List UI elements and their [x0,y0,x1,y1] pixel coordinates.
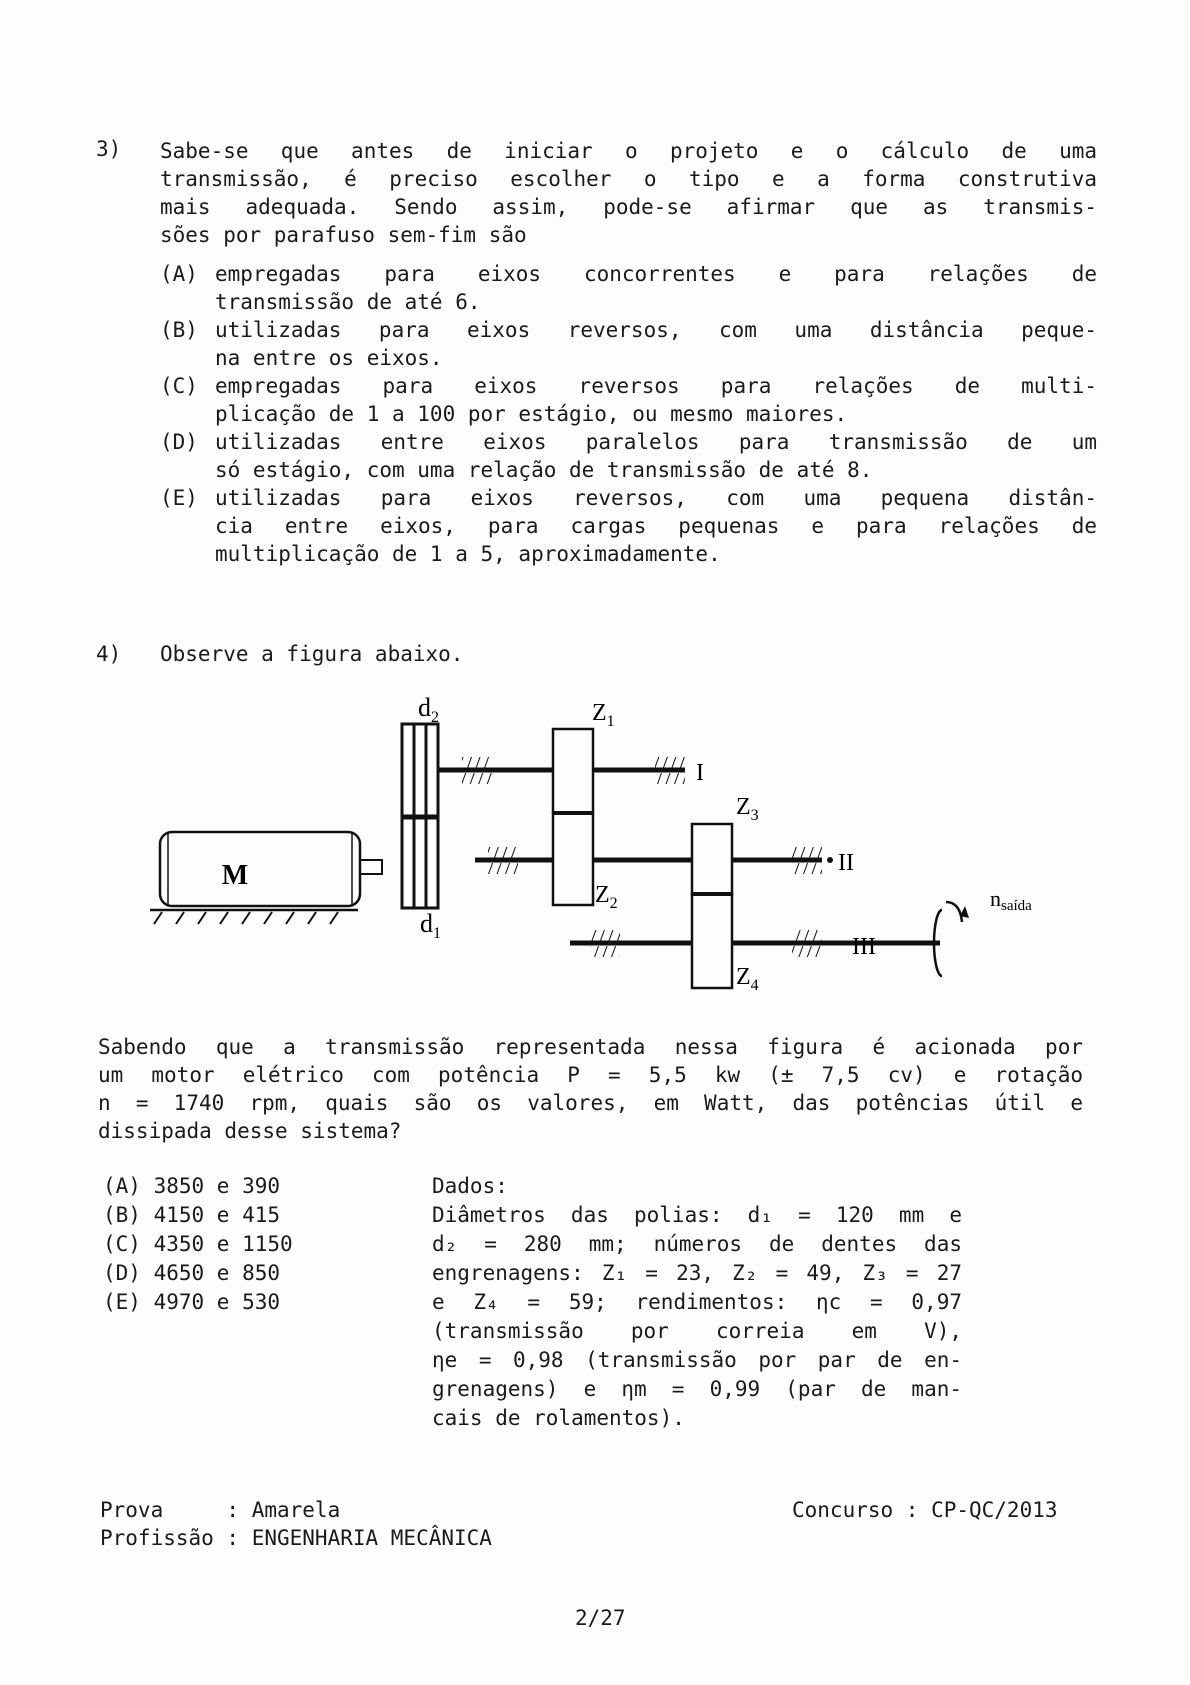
option-text: utilizadas para eixos reversos, com uma pequena distân- [215,486,1097,510]
d1-label: $d_1$ [420,909,441,942]
shaft-3 [570,902,969,976]
answer-text: 4970 e 530 [153,1290,281,1314]
option-text: empregadas para eixos reversos para relações de multi- [215,374,1097,398]
option-text: utilizadas entre eixos paralelos para transmissão de um [215,430,1097,454]
option-text: cia entre eixos, para cargas pequenas e para relações de [215,514,1097,538]
q4-stem-line: dissipada desse sistema? [98,1119,402,1143]
gear-z4 [692,894,732,988]
question-3-options [160,262,1097,570]
option-d[interactable] [160,430,1097,486]
gear-z2 [553,813,593,905]
footer-profissao: Profissão : ENGENHARIA MECÂNICA [100,1526,492,1550]
gear-z3 [692,824,732,894]
pulley-d2 [402,724,438,816]
given-data [432,1174,962,1435]
option-text: na entre os eixos. [215,346,443,370]
answer-text: 4350 e 1150 [153,1232,293,1256]
given-line: engrenagens: Z₁ = 23, Z₂ = 49, Z₃ = 27 [432,1261,962,1285]
option-text: utilizadas para eixos reversos, com uma distância peque- [215,318,1097,342]
footer-prova: Prova : Amarela [100,1498,341,1522]
option-e[interactable] [160,486,1097,570]
given-line: e Z₄ = 59; rendimentos: ηc = 0,97 [432,1290,962,1314]
transmission-diagram [140,684,1080,1014]
answer-label: (D) [103,1261,141,1285]
answer-label: (B) [103,1203,141,1227]
answer-text: 4150 e 415 [153,1203,281,1227]
option-label: (C) [160,374,198,398]
page-number: 2/27 [575,1606,626,1630]
footer-concurso: Concurso : CP-QC/2013 [792,1498,1058,1522]
given-line: cais de rolamentos). [432,1406,685,1430]
output-speed-label: nsaída [990,886,1032,914]
q3-stem-line: mais adequada. Sendo assim, pode-se afirmar que as transmis- [160,195,1097,219]
given-line: (transmissão por correia em V), [432,1319,962,1343]
electric-motor [150,832,382,924]
given-line: ηe = 0,98 (transmissão por par de en- [432,1348,962,1372]
answer-b[interactable] [103,1203,403,1232]
given-line: Diâmetros das polias: d₁ = 120 mm e [432,1203,962,1227]
question-4-options [103,1174,403,1319]
q4-stem-line: um motor elétrico com potência P = 5,5 kw (± 7,5 cv) e rotação [98,1063,1083,1087]
given-line: d₂ = 280 mm; números de dentes das [432,1232,962,1256]
answer-text: 3850 e 390 [153,1174,281,1198]
option-label: (D) [160,430,198,454]
question-4-intro: Observe a figura abaixo. [160,642,464,666]
option-a[interactable] [160,262,1097,318]
d2-label: $d_2$ [418,693,439,726]
q4-stem-line: n = 1740 rpm, quais são os valores, em Watt, das potências útil e [98,1091,1083,1115]
shaft-1-label: I [696,760,704,786]
z2-label: $Z_2$ [595,882,618,912]
question-3-stem [160,137,1097,249]
pulley-d1 [402,818,438,908]
question-3-number: 3) [96,137,122,161]
option-b[interactable] [160,318,1097,374]
option-c[interactable] [160,374,1097,430]
answer-a[interactable] [103,1174,403,1203]
q3-stem-line: transmissão, é preciso escolher o tipo e a forma construtiva [160,167,1097,191]
q3-stem-line: Sabe-se que antes de iniciar o projeto e o cálculo de uma [160,139,1097,163]
given-line: grenagens) e ηm = 0,99 (par de man- [432,1377,962,1401]
option-text: plicação de 1 a 100 por estágio, ou mesmo maiores. [215,402,848,426]
answer-e[interactable] [103,1290,403,1319]
option-text: multiplicação de 1 a 5, aproximadamente. [215,542,721,566]
gear-z1 [553,729,593,813]
option-text: empregadas para eixos concorrentes e para relações de [215,262,1097,286]
answer-label: (A) [103,1174,141,1198]
z3-label: $Z_3$ [736,794,759,824]
answer-c[interactable] [103,1232,403,1261]
z1-label: $Z_1$ [592,700,615,730]
question-4-number: 4) [96,642,122,666]
option-label: (B) [160,318,198,342]
shaft-2-label: II [838,850,854,876]
answer-d[interactable] [103,1261,403,1290]
z4-label: $Z_4$ [736,964,759,994]
answer-label: (E) [103,1290,141,1314]
q3-stem-line: sões por parafuso sem-fim são [160,223,527,247]
q4-stem-line: Sabendo que a transmissão representada nessa figura é acionada por [98,1035,1083,1059]
option-label: (E) [160,486,198,510]
answer-label: (C) [103,1232,141,1256]
question-4-stem [98,1033,1083,1145]
option-text: transmissão de até 6. [215,290,481,314]
answer-text: 4650 e 850 [153,1261,281,1285]
option-label: (A) [160,262,198,286]
motor-label: M [221,860,249,891]
given-title: Dados: [432,1174,508,1198]
shaft-3-label: III [852,934,876,960]
option-text: só estágio, com uma relação de transmissão de até 8. [215,458,873,482]
